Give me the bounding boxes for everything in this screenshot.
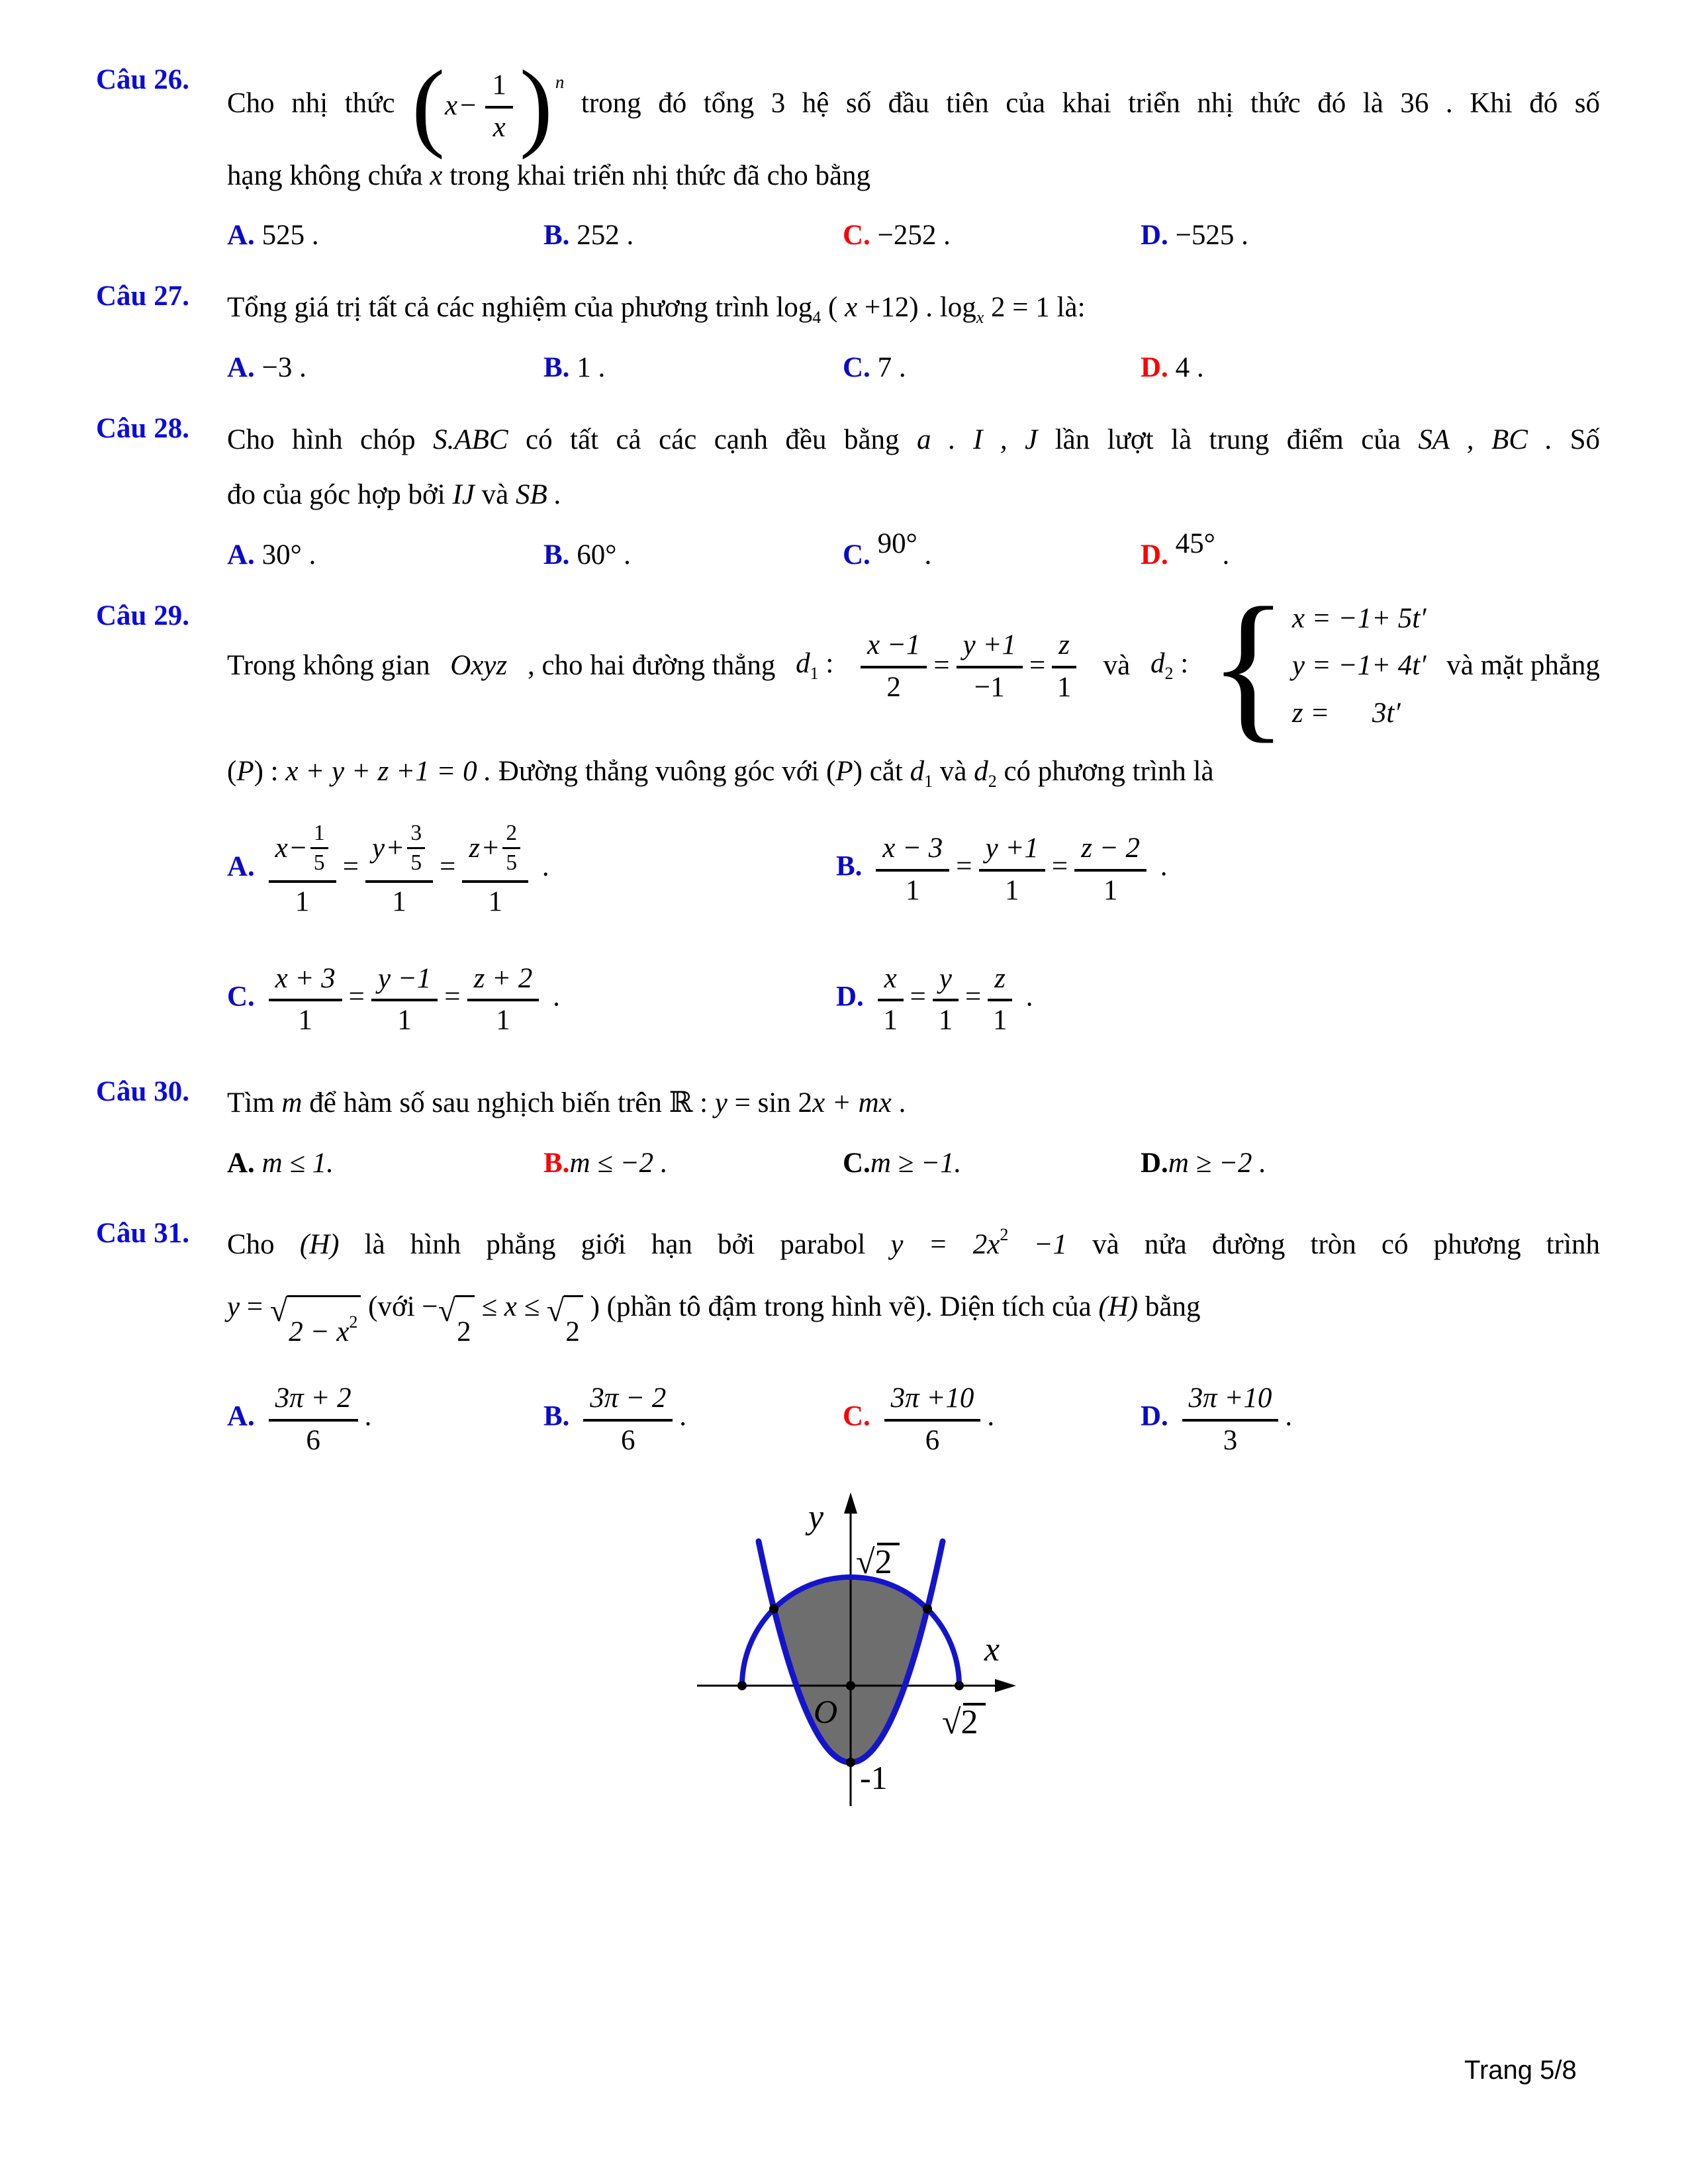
option-letter-highlighted: D. — [1141, 351, 1168, 383]
option-a — [227, 208, 543, 263]
option-value: 252 . — [577, 220, 634, 251]
y-tick-sqrt2: √2 — [856, 1543, 892, 1582]
question-31-line2: y = √ $2 - x^2$ (với − √ 2 ≤ x ≤ √ 2 ) (phần tô đậm trong hình vẽ). Diện tích của (H) bằng — [227, 1273, 1600, 1366]
option-b — [543, 528, 843, 582]
option-letter: A. — [227, 1400, 255, 1432]
question-29-line1: Trong không gian Oxyz , cho hai đường thẳng $d_1$ : $\frac{x -1}{2}$ = $\frac{y +1}{-1}$ = $\frac{z}{1}$ và $d_2$ : { x = −1+ 5t′ y = −1+ 4t′ z = 3t′ và mặt phẳng — [227, 573, 1600, 757]
option-letter: B. — [543, 351, 570, 383]
point-neg-sqrt2 — [737, 1681, 747, 1690]
question-27-label: Câu 27. — [96, 281, 189, 312]
page-content — [96, 50, 1601, 1825]
reals-symbol: ℝ — [669, 1087, 693, 1119]
exponent-n: n — [555, 72, 565, 92]
question-27 — [96, 280, 1600, 395]
question-29-label: Câu 29. — [96, 600, 189, 631]
option-value: 90° — [877, 528, 917, 560]
option-letter: D. — [836, 981, 864, 1013]
sqrt-expression: √ $2 - x^2$ — [270, 1295, 361, 1366]
option-letter: A. — [227, 1148, 255, 1179]
option-letter: A. — [227, 539, 255, 571]
option-value: 45° — [1175, 528, 1215, 560]
option-c: C. $\frac{x + 3}{1}$ = $\frac{y -1}{1}$ = $\frac{z + 2}{1}$ . — [227, 960, 836, 1039]
option-value: 30° . — [261, 539, 316, 571]
option-letter: A. — [227, 850, 255, 882]
option-b — [543, 1136, 843, 1191]
q26-text-2: trong đó tổng 3 hệ số đầu tiên của khai triển nhị thức đó là 36 . Khi đó số — [581, 87, 1601, 119]
question-31 — [96, 1217, 1600, 1459]
y-axis-label: y — [808, 1498, 824, 1537]
option-value: −252 . — [877, 220, 951, 251]
option-letter: B. — [543, 220, 570, 251]
option-letter: C. — [843, 539, 870, 571]
option-letter: D. — [1141, 220, 1168, 251]
point-origin — [846, 1681, 855, 1690]
question-26-line1 — [227, 50, 1601, 160]
question-27-line1 — [227, 280, 1600, 336]
option-b: B. $\frac{x - 3}{1}$ = $\frac{y +1}{1}$ = $\frac{z - 2}{1}$ . — [836, 829, 1600, 909]
q26-text-1: Cho nhị thức — [227, 87, 395, 119]
question-28 — [96, 412, 1600, 582]
option-letter-highlighted: C. — [843, 1400, 870, 1432]
point-sqrt2 — [955, 1681, 964, 1690]
log-expression: $\log_4$ ( x +12) . $\log_x 2 = 1$ — [776, 292, 1050, 328]
option-b: B. $\frac{3\pi - 2}{6}$ . — [543, 1379, 843, 1459]
y-axis-arrow — [844, 1492, 857, 1514]
q30-function: y = sin 2x + mx — [714, 1087, 892, 1119]
x-tick-sqrt2: √2 — [942, 1704, 978, 1742]
option-letter: A. — [227, 220, 255, 251]
question-30-label: Câu 30. — [96, 1076, 189, 1108]
question-29-options — [227, 818, 1600, 1038]
option-value: 525 . — [261, 220, 319, 251]
option-letter-highlighted: D. — [1141, 539, 1168, 571]
option-d — [1141, 341, 1600, 395]
option-value: 7 . — [877, 351, 906, 383]
option-d: D. $\frac{3\pi +10}{3}$ . — [1141, 1379, 1600, 1459]
question-26 — [96, 50, 1601, 263]
option-value: −525 . — [1175, 220, 1248, 251]
point-vertex — [846, 1758, 855, 1767]
parabola-semicircle-plot — [679, 1487, 1036, 1818]
semicircle-equation: y = √ $2 - x^2$ — [227, 1291, 361, 1322]
option-b — [543, 208, 843, 263]
question-26-options — [227, 208, 1600, 263]
q27-text-1: Tổng giá trị tất cả các nghiệm của phương trình — [227, 292, 769, 324]
q31-figure — [679, 1487, 1036, 1825]
option-d — [1141, 1136, 1600, 1191]
question-30-line1: Tìm m để hàm số sau nghịch biến trên ℝ : y = sin 2x + mx . — [227, 1087, 906, 1119]
d2-parametric-system: { x = −1+ 5t′ y = −1+ 4t′ z = 3t′ — [1208, 573, 1427, 757]
question-31-label: Câu 31. — [96, 1217, 189, 1249]
origin-label: O — [814, 1693, 838, 1731]
point-intersection-left — [769, 1604, 778, 1614]
option-d: D. $\frac{x}{1}$ = $\frac{y}{1}$ = $\frac{z}{1}$ . — [836, 960, 1600, 1039]
option-value: m ≤ −2 . — [569, 1148, 668, 1179]
option-letter: D. — [1141, 1148, 1168, 1179]
x-axis-arrow — [995, 1679, 1016, 1692]
option-letter: C. — [843, 1148, 870, 1179]
option-value: m ≥ −1. — [870, 1148, 962, 1179]
option-c — [843, 1136, 1141, 1191]
option-a: A. $\frac{3\pi + 2}{6}$ . — [227, 1379, 543, 1459]
x-axis-label: x — [984, 1631, 1000, 1669]
option-letter: A. — [227, 351, 255, 383]
option-a: A. x − $\frac{1}{5}$ 1 = y + $\frac{3}{5}$ 1 = z + $\frac{2}{5}$ 1 . — [227, 818, 836, 920]
option-b — [543, 341, 843, 395]
question-26-label: Câu 26. — [96, 64, 189, 95]
option-value: m ≤ 1. — [261, 1148, 334, 1179]
option-value: 1 . — [577, 351, 606, 383]
option-value: 4 . — [1175, 351, 1204, 383]
page-number: Trang 5/8 — [1464, 2056, 1577, 2085]
option-a — [227, 341, 543, 395]
point-intersection-right — [923, 1604, 932, 1614]
d1-symmetric-equation: $\frac{x -1}{2}$ = $\frac{y +1}{-1}$ = $\frac{z}{1}$ — [854, 626, 1083, 705]
option-c: C. 90° . — [843, 528, 1141, 582]
option-letter-highlighted: C. — [843, 220, 870, 251]
question-30-options — [227, 1136, 1600, 1191]
question-27-options — [227, 341, 1600, 395]
question-26-line2 — [227, 148, 1600, 204]
q26-text-4: trong khai triển nhị thức đã cho bằng — [449, 159, 871, 191]
q26-text-3: hạng không chứa — [227, 159, 423, 191]
binomial-x: x — [445, 89, 458, 121]
question-30 — [96, 1075, 1600, 1191]
binomial-expression — [412, 50, 565, 160]
q26-var-x: x — [430, 159, 443, 191]
option-letter: C. — [227, 981, 255, 1013]
option-value: 60° . — [577, 539, 631, 571]
option-c: C. $\frac{3\pi +10}{6}$ . — [843, 1379, 1141, 1459]
question-29 — [96, 573, 1600, 1038]
option-a — [227, 1136, 543, 1191]
question-31-line1: Cho (H) là hình phẳng giới hạn bởi parabol $y = 2x^2 -1$ và nửa đường tròn có phương trình — [227, 1224, 1601, 1260]
q27-text-2: là: — [1056, 292, 1086, 324]
option-c — [843, 208, 1141, 263]
option-a — [227, 528, 543, 582]
option-letter-highlighted: B. — [543, 1148, 570, 1179]
option-value: −3 . — [261, 351, 306, 383]
option-letter: B. — [543, 539, 570, 571]
option-letter: B. — [543, 1400, 570, 1432]
question-28-options — [227, 528, 1600, 582]
question-28-label: Câu 28. — [96, 412, 189, 444]
option-letter: C. — [843, 351, 870, 383]
fraction-1-over-x: $\frac{1}{x}$ — [485, 66, 513, 146]
question-29-line2: (P) : x + y + z +1 = 0 . Đường thẳng vuông góc với (P) cắt $d_1$ và $d_2$ có phương trình là — [227, 755, 1214, 791]
option-letter: D. — [1141, 1400, 1168, 1432]
parabola-equation: $y = 2x^2 -1$ — [890, 1224, 1068, 1260]
option-letter: B. — [836, 850, 863, 882]
vertex-label: -1 — [860, 1759, 888, 1797]
question-31-options — [227, 1379, 1600, 1459]
close-paren: ) — [519, 50, 553, 160]
option-d: D. 45° . — [1141, 528, 1600, 582]
open-paren: ( — [412, 50, 445, 160]
option-d — [1141, 208, 1600, 263]
option-value: m ≥ −2 . — [1168, 1148, 1266, 1179]
question-28-line2: đo của góc hợp bởi IJ và SB . — [227, 479, 562, 511]
minus-sign: − — [460, 89, 477, 121]
option-c — [843, 341, 1141, 395]
question-28-line1: Cho hình chóp S.ABC có tất cả các cạnh đều bằng a . I , J lần lượt là trung điểm của SA , BC . Số — [227, 424, 1601, 455]
